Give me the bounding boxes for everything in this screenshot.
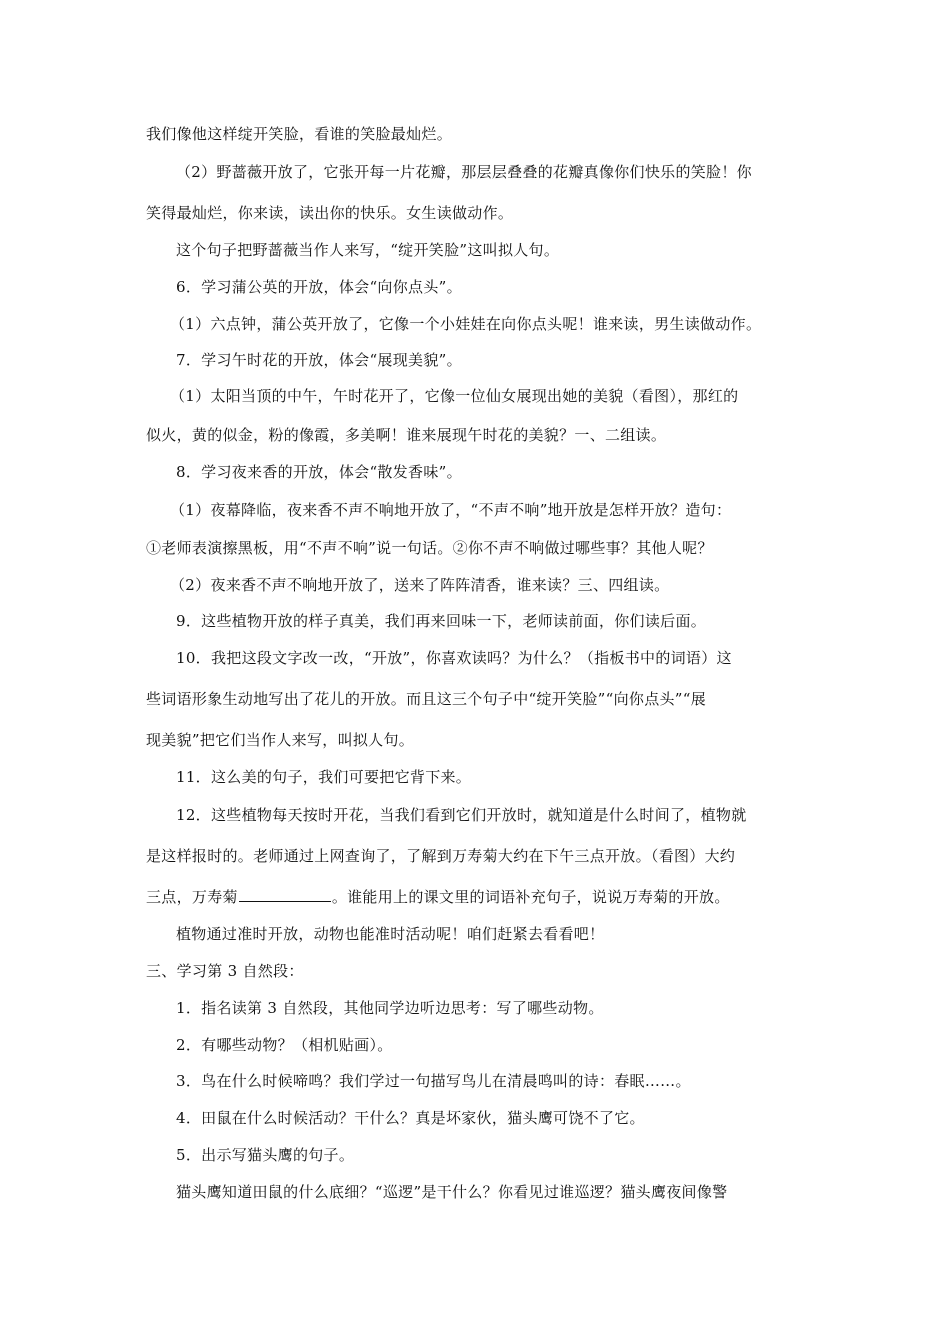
paragraph-line: 11．这么美的句子，我们可要把它背下来。	[176, 768, 472, 786]
fill-in-blank	[239, 887, 331, 902]
paragraph-line: 10．我把这段文字改一改，“开放”，你喜欢读吗？为什么？（指板书中的词语）这	[176, 649, 732, 667]
line-text-after-blank: 。谁能用上的课文里的词语补充句子，说说万寿菊的开放。	[331, 888, 730, 906]
line-text-before-blank: 三点，万寿菊	[146, 888, 238, 906]
paragraph-line: 12．这些植物每天按时开花，当我们看到它们开放时，就知道是什么时间了，植物就	[176, 806, 747, 824]
paragraph-line: 8．学习夜来香的开放，体会“散发香味”。	[176, 463, 462, 481]
paragraph-line: 是这样报时的。老师通过上网查询了，了解到万寿菊大约在下午三点开放。（看图）大约	[146, 847, 736, 865]
paragraph-line: 似火，黄的似金，粉的像霞，多美啊！谁来展现午时花的美貌？一、二组读。	[146, 426, 667, 444]
paragraph-line: 3．鸟在什么时候啼鸣？我们学过一句描写鸟儿在清晨鸣叫的诗：春眠……。	[176, 1072, 691, 1090]
paragraph-line: （1）太阳当顶的中午，午时花开了，它像一位仙女展现出她的美貌（看图），那红的	[170, 387, 739, 405]
paragraph-line-with-blank	[146, 887, 816, 907]
paragraph-line: 现美貌”把它们当作人来写，叫拟人句。	[146, 731, 415, 749]
paragraph-line: 些词语形象生动地写出了花儿的开放。而且这三个句子中“绽开笑脸”“向你点头”“展	[146, 690, 707, 708]
paragraph-line: 我们像他这样绽开笑脸，看谁的笑脸最灿烂。	[146, 125, 453, 143]
paragraph-line: 笑得最灿烂，你来读，读出你的快乐。女生读做动作。	[146, 204, 514, 222]
paragraph-line: 7．学习午时花的开放，体会“展现美貌”。	[176, 351, 462, 369]
paragraph-line: 9．这些植物开放的样子真美，我们再来回味一下，老师读前面，你们读后面。	[176, 612, 707, 630]
paragraph-line: 猫头鹰知道田鼠的什么底细？“巡逻”是干什么？你看见过谁巡逻？猫头鹰夜间像警	[176, 1183, 728, 1201]
paragraph-line: （2）野蔷薇开放了，它张开每一片花瓣，那层层叠叠的花瓣真像你们快乐的笑脸！你	[176, 163, 752, 181]
paragraph-line: （1）六点钟，蒲公英开放了，它像一个小娃娃在向你点头呢！谁来读，男生读做动作。	[170, 315, 762, 333]
paragraph-line: 2．有哪些动物？（相机贴画）。	[176, 1036, 393, 1054]
paragraph-line: 5．出示写猫头鹰的句子。	[176, 1146, 355, 1164]
paragraph-line: 4．田鼠在什么时候活动？干什么？真是坏家伙，猫头鹰可饶不了它。	[176, 1109, 645, 1127]
section-heading: 三、学习第 3 自然段：	[146, 962, 304, 980]
paragraph-line: （1）夜幕降临，夜来香不声不响地开放了，“不声不响”地开放是怎样开放？造句：	[170, 501, 732, 519]
paragraph-line: （2）夜来香不声不响地开放了，送来了阵阵清香，谁来读？三、四组读。	[170, 576, 670, 594]
paragraph-line: 这个句子把野蔷薇当作人来写，“绽开笑脸”这叫拟人句。	[176, 241, 560, 259]
paragraph-line: 植物通过准时开放，动物也能准时活动呢！咱们赶紧去看看吧！	[176, 925, 605, 943]
paragraph-line: 1．指名读第 3 自然段，其他同学边听边思考：写了哪些动物。	[176, 999, 604, 1017]
paragraph-line: 6．学习蒲公英的开放，体会“向你点头”。	[176, 278, 462, 296]
paragraph-line: ①老师表演擦黑板，用“不声不响”说一句话。②你不声不响做过哪些事？其他人呢？	[146, 539, 713, 557]
